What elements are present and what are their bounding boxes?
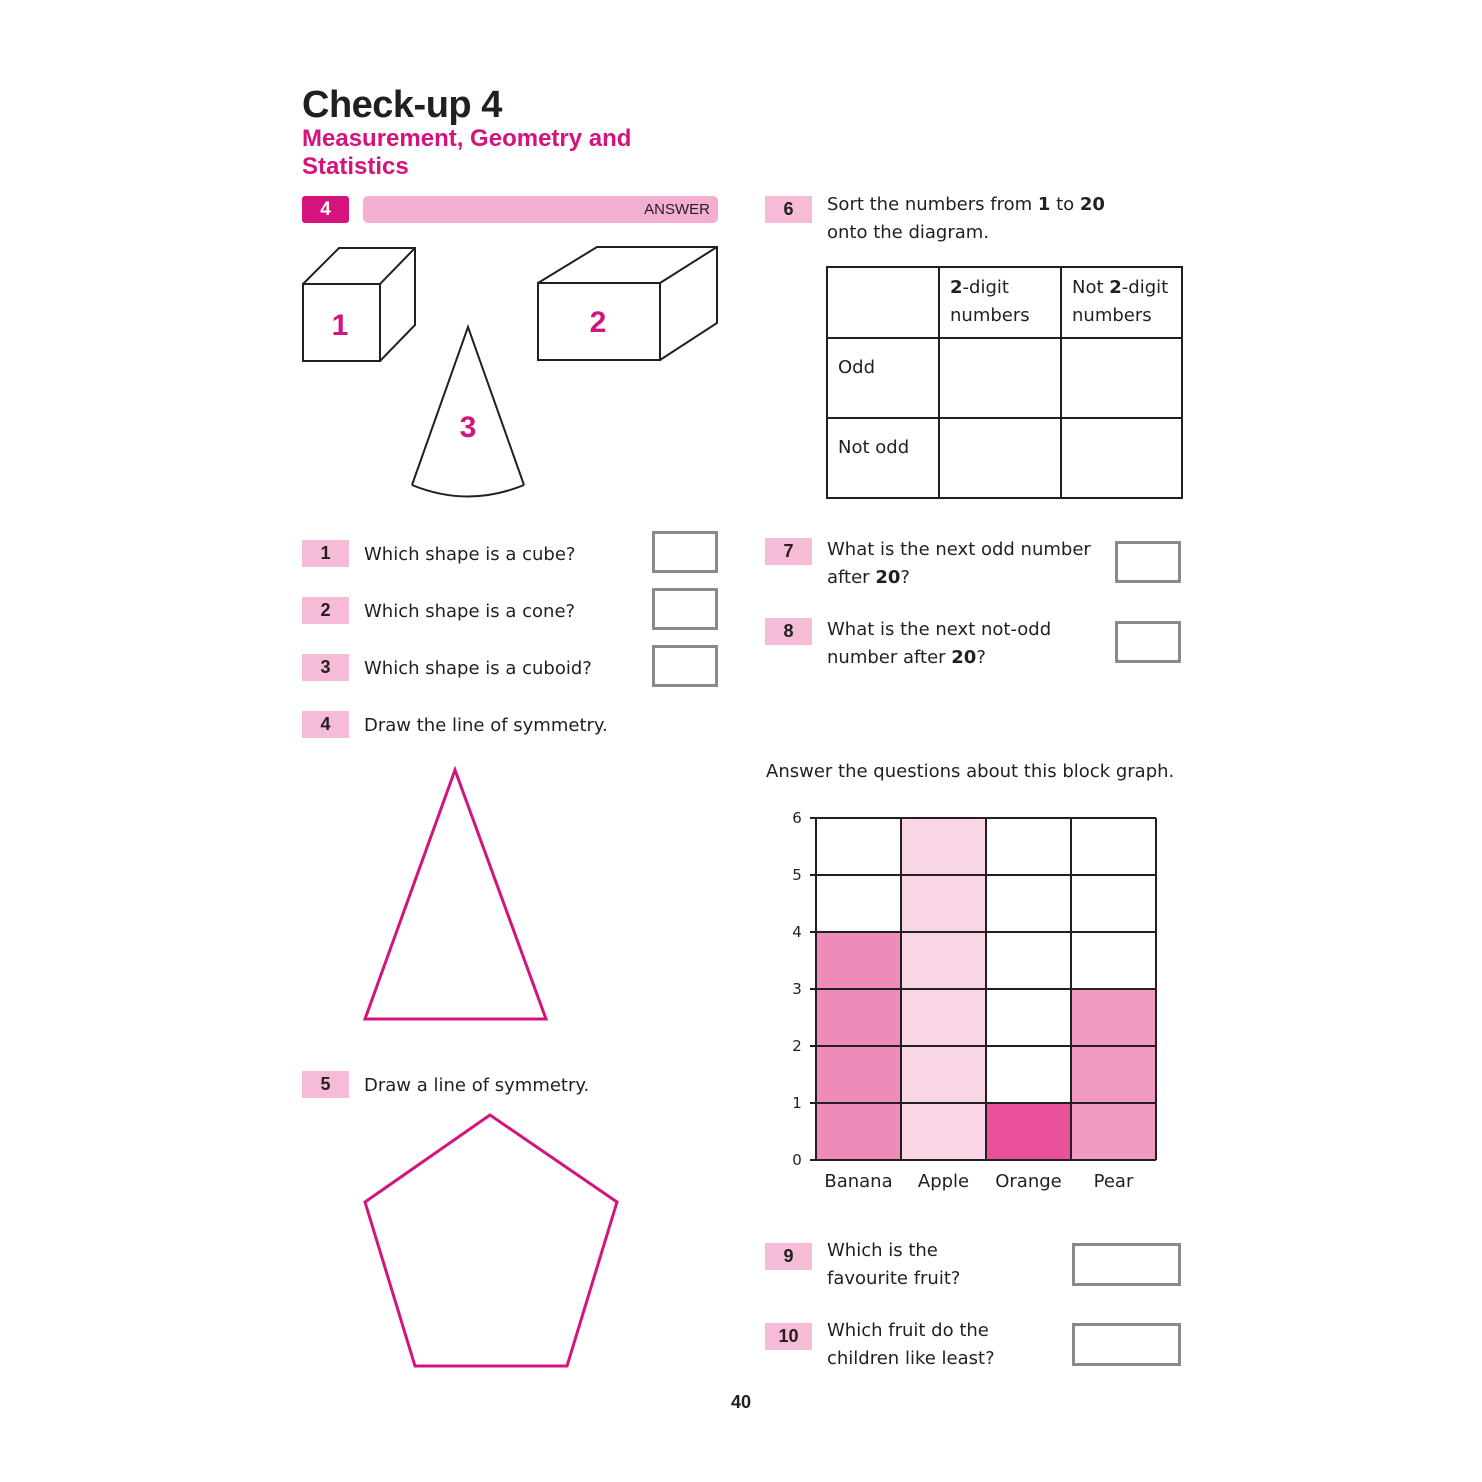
shape-label-2: 2 xyxy=(589,306,607,339)
y-tick-label-3: 3 xyxy=(792,980,802,998)
question-number-6: 6 xyxy=(765,196,812,223)
answer-bar xyxy=(363,196,718,223)
question-number-7: 7 xyxy=(765,538,812,565)
question-text-10: Which fruit do the children like least? xyxy=(827,1320,995,1369)
question-number-2: 2 xyxy=(302,597,349,624)
question-text-9: Which is the favourite fruit? xyxy=(827,1240,961,1289)
table-header-not-2-digit: Not 2-digit numbers xyxy=(1061,267,1182,338)
page-subtitle: Measurement, Geometry and Statistics xyxy=(302,125,632,180)
question-number-8: 8 xyxy=(765,618,812,645)
question-text-5: Draw a line of symmetry. xyxy=(364,1075,590,1096)
graph-intro-text: Answer the questions about this block graph. xyxy=(766,761,1175,782)
graph-grid xyxy=(810,818,1156,1160)
answer-box-9[interactable] xyxy=(1072,1243,1181,1286)
sorting-table xyxy=(826,266,1183,499)
y-tick-label-0: 0 xyxy=(792,1151,802,1169)
y-tick-label-5: 5 xyxy=(792,866,802,884)
cone-shape xyxy=(412,327,524,497)
x-label-pear: Pear xyxy=(1093,1171,1134,1192)
question-number-9: 9 xyxy=(765,1243,812,1270)
table-corner-cell xyxy=(827,267,939,338)
pentagon-shape xyxy=(365,1115,617,1366)
table-cell-not-odd-2-digit[interactable] xyxy=(939,418,1061,498)
bar-pear xyxy=(1071,989,1156,1160)
question-text-1: Which shape is a cube? xyxy=(364,544,576,565)
question-number-10: 10 xyxy=(765,1323,812,1350)
question-number-3: 3 xyxy=(302,654,349,681)
question-text-3: Which shape is a cuboid? xyxy=(364,658,592,679)
question-number-4: 4 xyxy=(302,711,349,738)
page-number: 40 xyxy=(730,1392,752,1412)
question-text-4: Draw the line of symmetry. xyxy=(364,715,608,736)
x-label-banana: Banana xyxy=(824,1171,893,1192)
cube-shape xyxy=(303,248,415,361)
bar-banana xyxy=(816,932,901,1160)
x-label-apple: Apple xyxy=(917,1171,970,1192)
table-cell-odd-2-digit[interactable] xyxy=(939,338,1061,418)
y-tick-label-2: 2 xyxy=(792,1037,802,1055)
answer-box-8[interactable] xyxy=(1115,621,1181,663)
question-text-7: What is the next odd number after 20? xyxy=(827,539,1091,588)
answer-box-2[interactable] xyxy=(652,588,718,630)
cuboid-shape xyxy=(538,247,717,360)
answer-box-7[interactable] xyxy=(1115,541,1181,583)
y-tick-label-1: 1 xyxy=(792,1094,802,1112)
page-title: Check-up 4 xyxy=(302,84,502,126)
isosceles-triangle-shape xyxy=(365,770,546,1019)
y-tick-label-6: 6 xyxy=(792,809,802,827)
table-row-label-not-odd: Not odd xyxy=(827,418,939,498)
question-text-8: What is the next not-odd number after 20? xyxy=(827,619,1052,668)
answer-box-10[interactable] xyxy=(1072,1323,1181,1366)
question-text-2: Which shape is a cone? xyxy=(364,601,576,622)
x-label-orange: Orange xyxy=(995,1171,1062,1192)
table-cell-not-odd-not-2-digit[interactable] xyxy=(1061,418,1182,498)
question-text-6: Sort the numbers from 1 to 20 onto the diagram. xyxy=(827,194,1105,243)
bar-orange xyxy=(986,1103,1071,1160)
table-header-2-digit: 2-digit numbers xyxy=(939,267,1061,338)
table-cell-odd-not-2-digit[interactable] xyxy=(1061,338,1182,418)
question-number-5: 5 xyxy=(302,1071,349,1098)
section-number: 4 xyxy=(302,196,349,223)
bar-apple xyxy=(901,818,986,1160)
shape-label-1: 1 xyxy=(331,309,349,342)
answer-box-1[interactable] xyxy=(652,531,718,573)
y-tick-label-4: 4 xyxy=(792,923,802,941)
shape-label-3: 3 xyxy=(459,411,477,444)
answer-label: ANSWER xyxy=(644,201,710,218)
answer-box-3[interactable] xyxy=(652,645,718,687)
question-number-1: 1 xyxy=(302,540,349,567)
table-row-label-odd: Odd xyxy=(827,338,939,418)
